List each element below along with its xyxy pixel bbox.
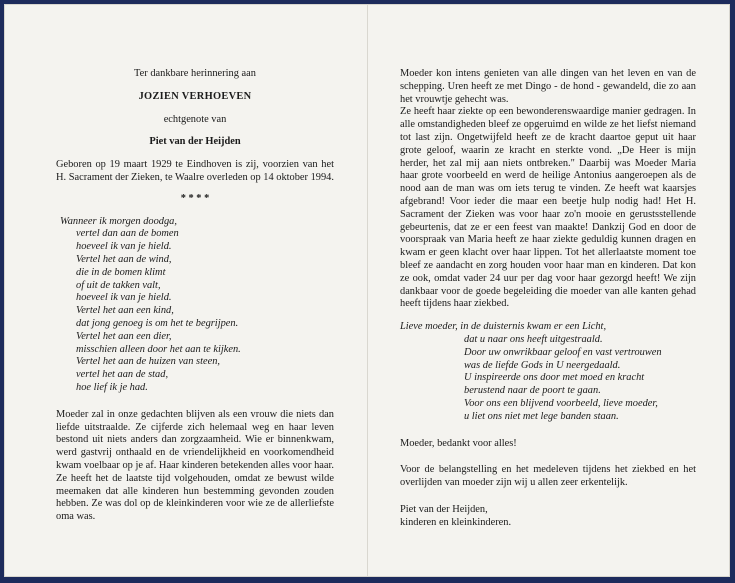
separator-stars: * * * *	[180, 192, 210, 204]
poem-line: vertel dan aan de bomen	[76, 228, 179, 240]
poem-line: hoeveel ik van je hield.	[76, 292, 172, 304]
poem-line: Vertel het aan de huizen van steen,	[76, 356, 220, 368]
birth-death-text: Geboren op 19 maart 1929 te Eindhoven is zij, voorzien van het H. Sacrament der Zieken, te Waalre overleden op 14 oktober 1994.	[56, 159, 334, 183]
poem-line: vertel het aan de stad,	[76, 369, 169, 381]
paragraph-enjoyment: Moeder kon intens genieten van alle dingen van het leven en van de schepping. Uren heeft ze met Dingo - de hond - gewandeld, die zo aan het vrouwtje gehecht was.	[400, 68, 696, 105]
poem-line: hoe lief ik je had.	[76, 381, 148, 393]
poem-line: Vertel het aan een kind,	[76, 305, 174, 317]
poem-line: dat jong genoeg is om het te begrijpen.	[76, 317, 239, 329]
poem-line: u liet ons niet met lege banden staan.	[464, 410, 619, 422]
poem-line: U inspireerde ons door met moed en kracht	[464, 372, 645, 384]
poem-left	[56, 216, 334, 395]
left-page	[56, 68, 334, 524]
poem-line: Vertel het aan een dier,	[76, 330, 172, 342]
poem-line: dat u naar ons heeft uitgestraald.	[464, 333, 603, 345]
intro-text: Ter dankbare herinnering aan	[134, 68, 256, 79]
card-fold-line	[367, 4, 368, 577]
signature-line-2: kinderen en kleinkinderen.	[400, 516, 512, 528]
poem-right	[400, 321, 696, 423]
signature-line-1: Piet van der Heijden,	[400, 503, 488, 515]
poem-line: Door uw onwrikbaar geloof en vast vertrouwen	[464, 346, 662, 358]
poem-line: Lieve moeder, in de duisternis kwam er een Licht,	[400, 321, 607, 333]
right-page	[400, 68, 696, 530]
poem-line: was de liefde Gods in U neergedaald.	[464, 359, 621, 371]
relation-text: echtgenote van	[163, 113, 227, 125]
poem-line: berustend naar de poort te gaan.	[464, 385, 601, 397]
acknowledgement-paragraph: Voor de belangstelling en het medeleven tijdens het ziekbed en het overlijden van moeder zijn wij u allen zeer erkentelijk.	[400, 464, 696, 489]
poem-line: hoeveel ik van je hield.	[76, 241, 172, 253]
husband-name: Piet van der Heijden	[149, 136, 241, 148]
poem-line: Wanneer ik morgen doodga,	[60, 215, 177, 227]
poem-line: misschien alleen door het aan te kijken.	[76, 343, 241, 355]
poem-line: Vertel het aan de wind,	[76, 253, 172, 265]
thanks-line: Moeder, bedankt voor alles!	[400, 437, 517, 449]
poem-line: of uit de takken valt,	[76, 279, 161, 291]
poem-line: Voor ons een blijvend voorbeeld, lieve moeder,	[464, 397, 658, 409]
tribute-paragraph: Moeder zal in onze gedachten blijven als een vrouw die niets dan liefde uitstraalde. Ze cijferde zich helemaal weg en haar leven bestond uit niets anders dan zorgzaamheid. Wie er binnenkwam, werd gastvrij onthaald en de vriendelijkheid en voorkomendheid kwam voelbaar op je af. Haar kinderen betekenden alles voor haar. Ze heeft het de laatste tijd volgehouden, omdat ze bewust wilde meemaken dat alle kinderen hun bestemming gevonden zouden hebben. Ze was dol op de kleinkinderen voor wie ze de allerliefste oma was.	[56, 408, 334, 523]
deceased-name: JOZIEN VERHOEVEN	[138, 90, 252, 102]
poem-line: die in de bomen klimt	[76, 266, 166, 278]
paragraph-illness: Ze heeft haar ziekte op een bewonderenswaardige manier gedragen. In alle omstandigheden bleef ze opgeruimd en wilde ze het liefst niemand tot last zijn. Ongetwijfeld heeft ze de kracht daartoe geput uit haar grote geloof, waarin ze kracht en sterkte vond. „De Heer is mijn herder, het zal mij aan niets ontbreken." Daarbij was Moeder Maria haar grote voorbeeld en werd de heilige Antonius aangeroepen als de nood aan de man was om iets terug te vinden. Ze heeft wat kaarsjes afgebrand! Voor ieder die maar een beetje hulp nodig had! Het H. Sacrament der Zieken was voor haar zo'n mooie en gerustsstellende gebeurtenis, dat ze er een feest van maakte! Dankzij God en door de voorspraak van Maria heeft ze haar ziekte geduldig kunnen dragen en kwam er geen klacht over haar lippen. Tot het allerlaatste moment toe bleef ze aandacht en zorg houden voor haar man en kinderen. Dat kon ze ook, omdat vader 24 uur per dag voor haar gezorgd heeft! We zijn dankbaar voor de goede begeleiding die moeder van alle kanten gehad heeft tijdens haar ziekbed.	[400, 106, 696, 310]
